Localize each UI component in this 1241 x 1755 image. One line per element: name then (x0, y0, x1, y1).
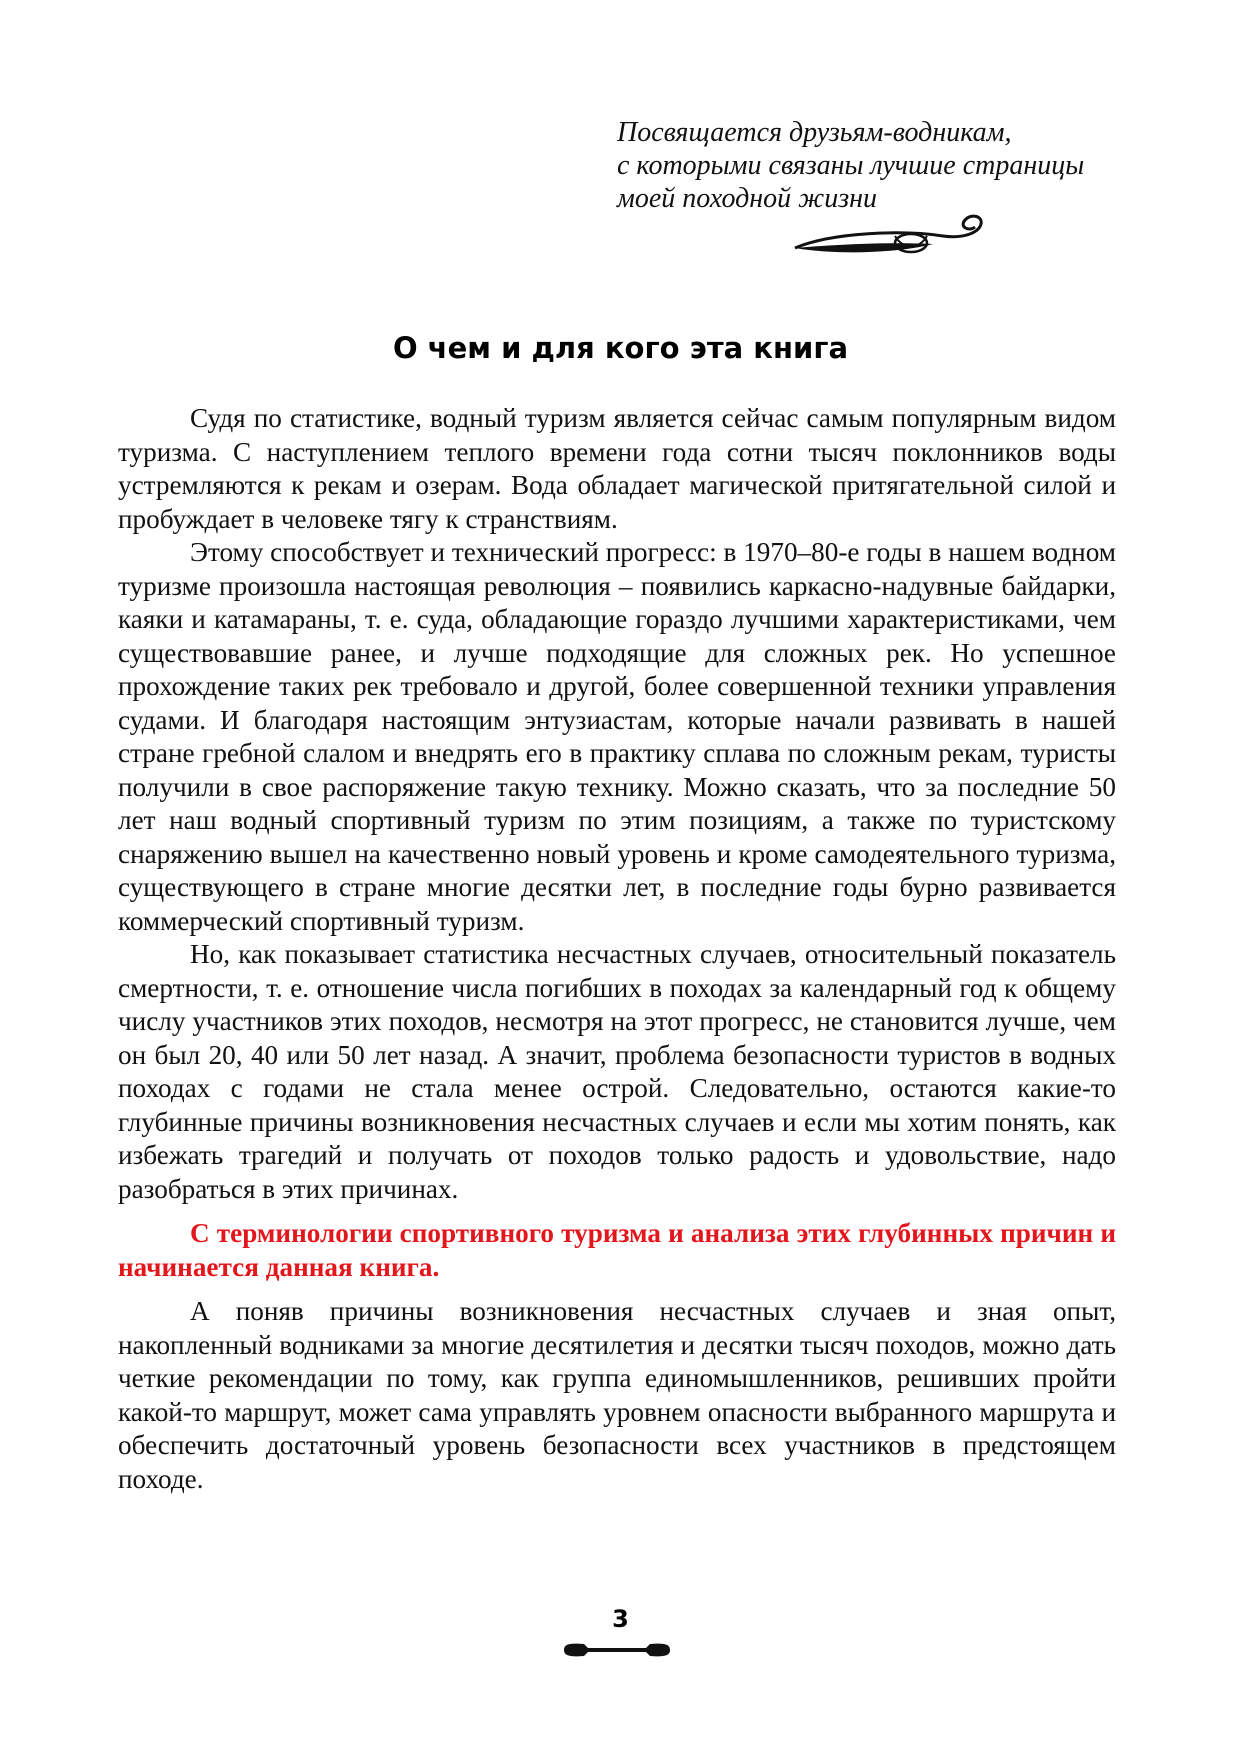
epigraph-line: моей походной жизни (617, 183, 878, 214)
page-number: 3 (612, 1605, 629, 1633)
page-title: О чем и для кого эта книга (392, 331, 849, 365)
epigraph-line: с которыми связаны лучшие страницы (617, 150, 1085, 181)
flourish-icon (793, 214, 1003, 264)
paragraph: Этому способствует и технический прогресс: в 1970–80-е годы в нашем водном туризме произошла настоящая революция – появились каркасно-надувные байдарки, каяки и катамараны, т. е. суда, обладающие гораздо лучшими характеристиками, чем существовавшие ранее, и лучше подходящие для сложных рек. Но успешное прохождение таких рек требовало и другой, более совершенной техники управления судами. И благодаря настоящим энтузиастам, которые начали развивать в нашей стране гребной слалом и внедрять его в практику сплава по сложным рекам, туристы получили в свое распоряжение такую технику. Можно сказать, что за последние 50 лет наш водный спортивный туризм по этим позициям, а также по туристскому снаряжению вышел на качественно новый уровень и кроме самодеятельного туризма, существующего в стране многие десятки лет, в последние годы бурно развивается коммерческий спортивный туризм. (118, 537, 1116, 936)
epigraph-line: Посвящается друзьям-водникам, (617, 117, 1012, 148)
paragraph: Но, как показывает статистика несчастных случаев, относительный показатель смертности, т. е. отношение числа погибших в походах за календарный год к общему числу участников этих походов, несмотря на этот прогресс, не становится лучше, чем он был 20, 40 или 50 лет назад. А значит, проблема безопасности туристов в водных походах с годами не стала менее острой. Следовательно, остаются какие-то глубинные причины возникновения несчастных случаев и если мы хотим понять, как избежать трагедий и получать от походов только радость и удовольствие, надо разобраться в этих причинах. (118, 939, 1116, 1204)
paragraph: А поняв причины возникновения несчастных случаев и зная опыт, накопленный водниками за многие десятилетия и десятки тысяч походов, можно дать четкие рекомендации по тому, как группа единомышленников, решивших пройти какой-то маршрут, может сама управлять уровнем опасности выбранного маршрута и обеспечить достаточный уровень безопасности всех участников в предстоящем походе. (118, 1296, 1116, 1494)
body-text (118, 402, 1116, 1496)
epigraph (617, 116, 1137, 215)
paddle-icon (562, 1640, 672, 1660)
paragraph: Судя по статистике, водный туризм является сейчас самым популярным видом туризма. С наступлением теплого времени года сотни тысяч поклонников воды устремляются к рекам и озерам. Вода обладает магической притягательной силой и пробуждает в человеке тягу к странствиям. (118, 403, 1116, 534)
highlight-paragraph: С терминологии спортивного туризма и анализа этих глубинных причин и начинается данная книга. (118, 1218, 1116, 1282)
